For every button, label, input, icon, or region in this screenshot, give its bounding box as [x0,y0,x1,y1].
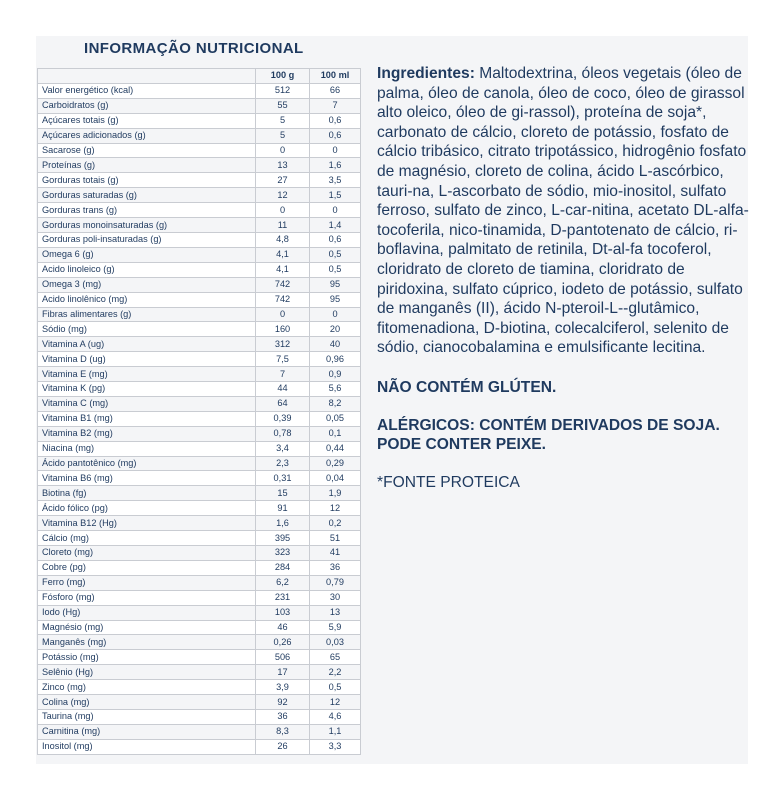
nutrient-name: Omega 6 (g) [38,247,256,262]
table-row [38,665,361,680]
value-100g: 0 [256,143,310,158]
value-100ml: 1,6 [310,158,361,173]
table-row [38,247,361,262]
value-100ml: 0,5 [310,262,361,277]
value-100ml: 0 [310,143,361,158]
table-row [38,83,361,98]
nutrient-name: Gorduras totais (g) [38,173,256,188]
value-100g: 13 [256,158,310,173]
value-100g: 7 [256,367,310,382]
nutrient-name: Vitamina B12 (Hg) [38,516,256,531]
table-row [38,531,361,546]
value-100g: 2,3 [256,456,310,471]
value-100g: 7,5 [256,352,310,367]
nutrient-name: Magnésio (mg) [38,620,256,635]
table-row [38,143,361,158]
value-100ml: 2,2 [310,665,361,680]
protein-source-note: *FONTE PROTEICA [377,473,520,491]
nutrient-name: Fósforo (mg) [38,590,256,605]
table-row [38,709,361,724]
table-row [38,441,361,456]
table-row [38,680,361,695]
nutrient-name: Potássio (mg) [38,650,256,665]
value-100g: 512 [256,83,310,98]
value-100ml: 1,9 [310,486,361,501]
value-100ml: 8,2 [310,396,361,411]
nutrient-name: Açúcares totais (g) [38,113,256,128]
nutrient-name: Gorduras saturadas (g) [38,188,256,203]
header-100ml: 100 ml [310,69,361,84]
nutrient-name: Gorduras poli-insaturadas (g) [38,232,256,247]
value-100ml: 95 [310,292,361,307]
value-100g: 5 [256,113,310,128]
value-100g: 0 [256,307,310,322]
nutrient-name: Iodo (Hg) [38,605,256,620]
nutrient-name: Vitamina B2 (mg) [38,426,256,441]
table-row [38,650,361,665]
nutrient-name: Vitamina D (ug) [38,352,256,367]
nutrient-name: Cálcio (mg) [38,531,256,546]
ingredients-column [377,64,749,492]
value-100ml: 66 [310,83,361,98]
value-100ml: 41 [310,546,361,561]
value-100g: 92 [256,695,310,710]
nutrient-name: Ácido fólico (pg) [38,501,256,516]
value-100g: 6,2 [256,575,310,590]
value-100ml: 0 [310,307,361,322]
table-row [38,382,361,397]
header-nutrient [38,69,256,84]
nutrient-name: Vitamina A (ug) [38,337,256,352]
table-row [38,456,361,471]
ingredients-text: Maltodextrina, óleos vegetais (óleo de palma, óleo de canola, óleo de coco, óleo de girassol alto oleico, óleo de gi-rassol), proteína de soja*, carbonato de cálcio, cloreto de potássio, fosfato de cálcio tribásico, citrato tripotássico, hidrogênio fosfato de magnésio, cloreto de colina, ácido L-ascórbico, tauri-na, L-ascorbato de sódio, mio-inositol, sulfato ferroso, sulfato de zinco, L-car-nitina, acetato DL-alfa-tocoferila, nico-tinamida, D-pantotenato de cálcio, ri-boflavina, palmitato de retinila, Dt-al-fa tocoferol, cloridrato de cloreto de tiamina, cloridrato de piridoxina, sulfato cúprico, iodeto de potássio, sulfato de manganês (II), ácido N-pteroil-L--glutâmico, fitomenadiona, D-biotina, colecalciferol, selenito de sódio, cianocobalamina e emulsificante lecitina. [377,65,749,357]
value-100g: 5 [256,128,310,143]
nutrient-name: Zinco (mg) [38,680,256,695]
table-row [38,232,361,247]
value-100ml: 12 [310,501,361,516]
table-row [38,724,361,739]
ingredients-paragraph [377,64,749,358]
nutrient-name: Vitamina B6 (mg) [38,471,256,486]
value-100g: 15 [256,486,310,501]
value-100g: 0,26 [256,635,310,650]
gluten-notice: NÃO CONTÉM GLÚTEN. [377,378,557,396]
nutrient-name: Carnitina (mg) [38,724,256,739]
table-row [38,158,361,173]
value-100g: 0,31 [256,471,310,486]
value-100g: 3,9 [256,680,310,695]
value-100ml: 0,03 [310,635,361,650]
nutrition-title: INFORMAÇÃO NUTRICIONAL [84,40,304,57]
table-row [38,352,361,367]
nutrient-name: Valor energético (kcal) [38,83,256,98]
value-100g: 0,39 [256,411,310,426]
table-row [38,560,361,575]
nutrient-name: Vitamina E (mg) [38,367,256,382]
table-row [38,307,361,322]
value-100ml: 51 [310,531,361,546]
value-100ml: 0 [310,203,361,218]
value-100ml: 3,3 [310,739,361,754]
value-100ml: 1,5 [310,188,361,203]
table-row [38,575,361,590]
table-row [38,173,361,188]
value-100g: 0 [256,203,310,218]
value-100g: 103 [256,605,310,620]
value-100g: 4,8 [256,232,310,247]
nutrient-name: Colina (mg) [38,695,256,710]
table-row [38,292,361,307]
value-100ml: 0,6 [310,128,361,143]
nutrient-name: Vitamina B1 (mg) [38,411,256,426]
value-100g: 26 [256,739,310,754]
table-row [38,695,361,710]
nutrient-name: Gorduras monoinsaturadas (g) [38,218,256,233]
value-100g: 231 [256,590,310,605]
nutrient-name: Açúcares adicionados (g) [38,128,256,143]
value-100g: 11 [256,218,310,233]
nutrient-name: Inositol (mg) [38,739,256,754]
value-100g: 284 [256,560,310,575]
value-100ml: 12 [310,695,361,710]
nutrient-name: Acido linolênico (mg) [38,292,256,307]
table-row [38,128,361,143]
table-row [38,337,361,352]
nutrient-name: Ferro (mg) [38,575,256,590]
table-row [38,203,361,218]
value-100g: 4,1 [256,247,310,262]
ingredients-label: Ingredientes: [377,65,475,82]
value-100ml: 0,29 [310,456,361,471]
value-100ml: 0,96 [310,352,361,367]
value-100ml: 0,5 [310,247,361,262]
value-100ml: 0,5 [310,680,361,695]
table-row [38,98,361,113]
table-row [38,516,361,531]
value-100ml: 5,9 [310,620,361,635]
nutrient-name: Niacina (mg) [38,441,256,456]
value-100g: 17 [256,665,310,680]
may-contain-notice: PODE CONTER PEIXE. [377,436,546,454]
allergens-notice: ALÉRGICOS: CONTÉM DERIVADOS DE SOJA. [377,416,720,434]
value-100ml: 0,6 [310,113,361,128]
table-row [38,620,361,635]
nutrient-name: Biotina (fg) [38,486,256,501]
value-100ml: 7 [310,98,361,113]
nutrient-name: Vitamina K (pg) [38,382,256,397]
value-100ml: 0,6 [310,232,361,247]
value-100ml: 3,5 [310,173,361,188]
table-row [38,635,361,650]
nutrient-name: Manganês (mg) [38,635,256,650]
value-100ml: 0,04 [310,471,361,486]
table-header-row [38,69,361,84]
value-100g: 91 [256,501,310,516]
value-100g: 4,1 [256,262,310,277]
value-100g: 36 [256,709,310,724]
table-row [38,486,361,501]
table-row [38,322,361,337]
table-row [38,367,361,382]
value-100ml: 5,6 [310,382,361,397]
value-100ml: 65 [310,650,361,665]
nutrition-table [37,68,361,755]
table-row [38,188,361,203]
table-row [38,426,361,441]
value-100ml: 0,2 [310,516,361,531]
value-100g: 0,78 [256,426,310,441]
table-row [38,262,361,277]
nutrient-name: Taurina (mg) [38,709,256,724]
nutrient-name: Gorduras trans (g) [38,203,256,218]
value-100ml: 4,6 [310,709,361,724]
value-100g: 160 [256,322,310,337]
value-100g: 27 [256,173,310,188]
value-100ml: 1,4 [310,218,361,233]
value-100ml: 0,44 [310,441,361,456]
table-row [38,113,361,128]
nutrient-name: Vitamina C (mg) [38,396,256,411]
nutrient-name: Selênio (Hg) [38,665,256,680]
value-100g: 55 [256,98,310,113]
value-100g: 395 [256,531,310,546]
nutrient-name: Omega 3 (mg) [38,277,256,292]
value-100g: 742 [256,277,310,292]
value-100g: 8,3 [256,724,310,739]
table-row [38,605,361,620]
table-row [38,411,361,426]
table-row [38,396,361,411]
nutrient-name: Sódio (mg) [38,322,256,337]
table-row [38,501,361,516]
value-100ml: 36 [310,560,361,575]
value-100g: 3,4 [256,441,310,456]
value-100g: 46 [256,620,310,635]
value-100ml: 1,1 [310,724,361,739]
value-100g: 64 [256,396,310,411]
value-100ml: 0,9 [310,367,361,382]
header-100g: 100 g [256,69,310,84]
value-100g: 312 [256,337,310,352]
value-100g: 12 [256,188,310,203]
table-row [38,739,361,754]
value-100g: 1,6 [256,516,310,531]
table-row [38,590,361,605]
value-100ml: 0,1 [310,426,361,441]
value-100ml: 0,05 [310,411,361,426]
table-row [38,218,361,233]
nutrient-name: Sacarose (g) [38,143,256,158]
nutrient-name: Fibras alimentares (g) [38,307,256,322]
value-100ml: 0,79 [310,575,361,590]
value-100ml: 30 [310,590,361,605]
nutrient-name: Acido linoleico (g) [38,262,256,277]
table-row [38,546,361,561]
nutrient-name: Cloreto (mg) [38,546,256,561]
value-100g: 44 [256,382,310,397]
nutrient-name: Carboidratos (g) [38,98,256,113]
value-100ml: 40 [310,337,361,352]
value-100g: 742 [256,292,310,307]
nutrient-name: Proteínas (g) [38,158,256,173]
value-100ml: 20 [310,322,361,337]
value-100g: 323 [256,546,310,561]
value-100ml: 95 [310,277,361,292]
nutrient-name: Ácido pantotênico (mg) [38,456,256,471]
value-100g: 506 [256,650,310,665]
table-row [38,471,361,486]
table-row [38,277,361,292]
nutrient-name: Cobre (pg) [38,560,256,575]
value-100ml: 13 [310,605,361,620]
